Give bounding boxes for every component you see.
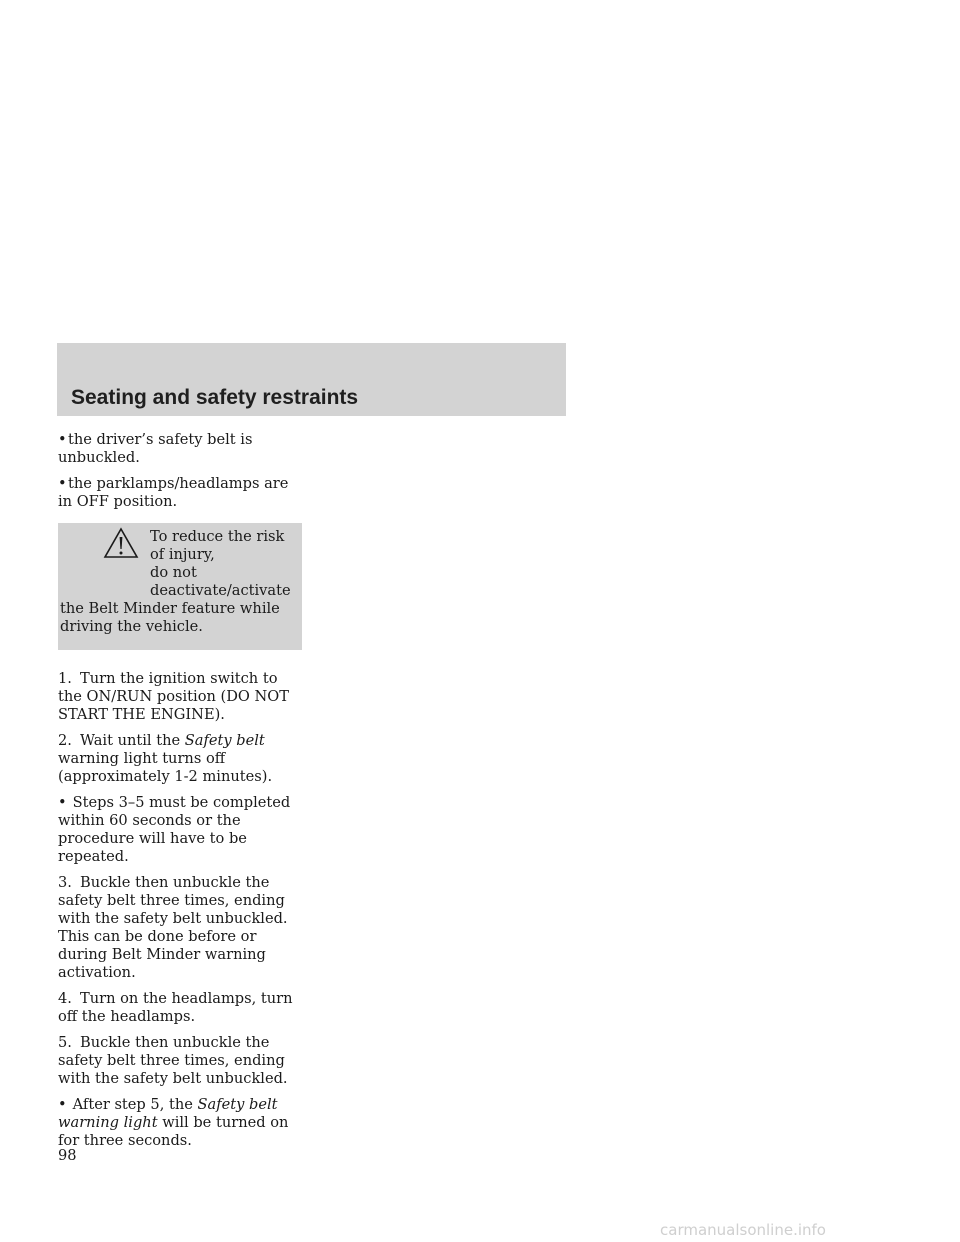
step-3: 3. Buckle then unbuckle the safety belt three times, ending with the safety belt unbuckled. This can be done before or during Belt Minder warning activation. — [58, 874, 288, 981]
page-content — [58, 431, 304, 1158]
list-item: • After step 5, the Safety belt warning light will be turned on for three seconds. — [58, 1096, 289, 1149]
step-1: 1. Turn the ignition switch to the ON/RUN position (DO NOT START THE ENGINE). — [58, 670, 289, 723]
step-4: 4. Turn on the headlamps, turn off the headlamps. — [58, 990, 293, 1025]
bullet-glyph: • — [58, 431, 67, 448]
section-header-band — [57, 343, 566, 416]
step-5: 5. Buckle then unbuckle the safety belt three times, ending with the safety belt unbuckled. — [58, 1034, 288, 1087]
warning-text: To reduce the risk of injury, do not deactivate/activate the Belt Minder feature while driving the vehicle. — [60, 528, 291, 635]
list-item: • Steps 3–5 must be completed within 60 seconds or the procedure will have to be repeated. — [58, 794, 291, 865]
list-item: •the parklamps/headlamps are in OFF position. — [58, 475, 289, 510]
warning-triangle-icon — [103, 527, 139, 559]
bullet-glyph: • — [58, 475, 67, 492]
watermark: carmanualsonline.info — [660, 1221, 826, 1239]
bullet-glyph: • — [58, 1096, 67, 1113]
warning-box — [58, 523, 302, 650]
section-title: Seating and safety restraints — [71, 386, 359, 409]
bullet-glyph: • — [58, 794, 67, 811]
step-2: 2. Wait until the Safety belt warning light turns off (approximately 1-2 minutes). — [58, 732, 273, 785]
page-number: 98 — [58, 1147, 77, 1164]
list-item: •the driver’s safety belt is unbuckled. — [58, 431, 253, 466]
